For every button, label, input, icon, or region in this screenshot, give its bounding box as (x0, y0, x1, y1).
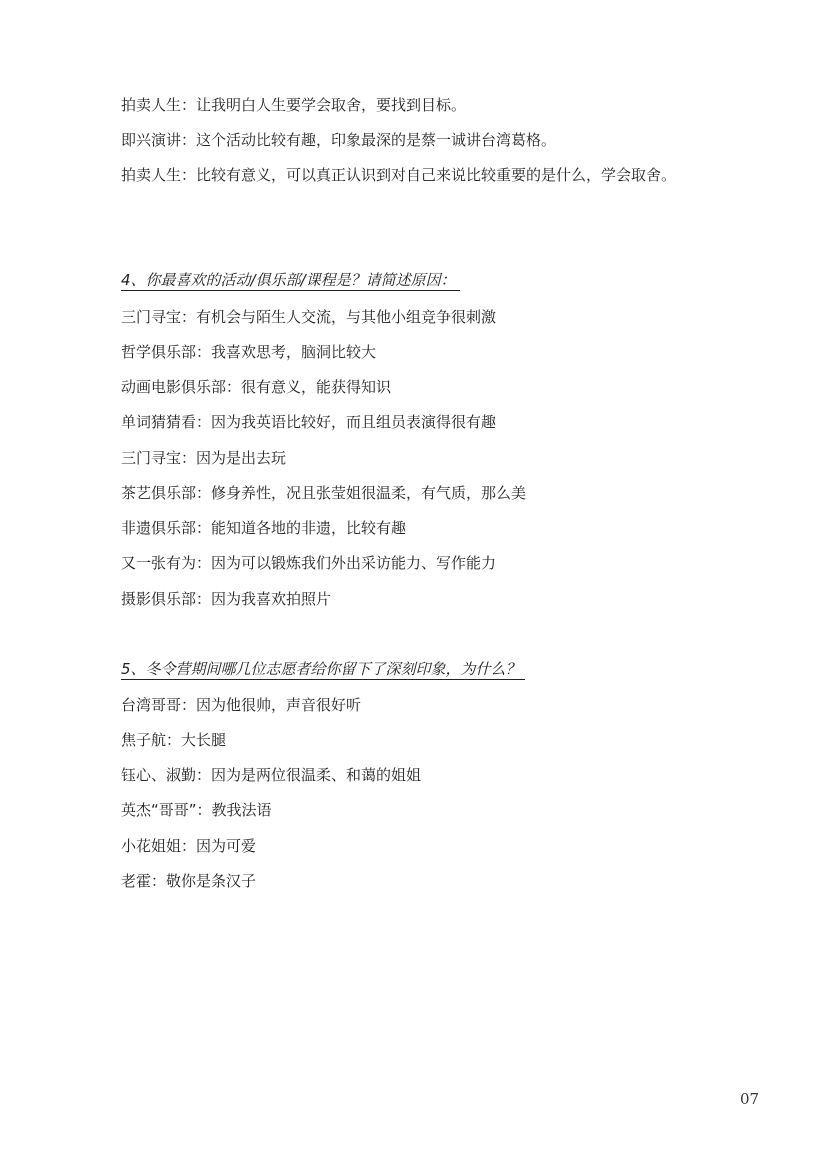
list-item: 哲学俱乐部：我喜欢思考，脑洞比较大 (121, 343, 377, 361)
list-item: 焦子航：大长腿 (121, 731, 227, 749)
list-item: 台湾哥哥：因为他很帅，声音很好听 (121, 696, 362, 714)
text-line-auction-1: 拍卖人生：让我明白人生要学会取舍，要找到目标。 (121, 96, 467, 114)
list-item: 茶艺俱乐部：修身养性，况且张莹姐很温柔，有气质，那么美 (121, 484, 527, 502)
section-5-heading: 5、冬令营期间哪几位志愿者给你留下了深刻印象，为什么？ (121, 659, 525, 680)
list-item: 又一张有为：因为可以锻炼我们外出采访能力、写作能力 (121, 554, 497, 572)
list-item: 单词猜猜看：因为我英语比较好，而且组员表演得很有趣 (121, 413, 497, 431)
section-4-heading: 4、你最喜欢的活动/俱乐部/课程是？请简述原因： (121, 270, 460, 291)
list-item: 英杰“哥哥”：教我法语 (121, 801, 272, 819)
list-item: 三门寻宝：因为是出去玩 (121, 449, 287, 467)
text-paragraph-auction-2: 拍卖人生：比较有意义，可以真正认识到对自己来说比较重要的是什么，学会取舍。 (121, 166, 677, 184)
list-item: 钰心、淑勤：因为是两位很温柔、和蔼的姐姐 (121, 766, 422, 784)
list-item: 老霍：敬你是条汉子 (121, 872, 257, 890)
list-item: 小花姐姐：因为可爱 (121, 837, 257, 855)
text-line-impromptu-speech: 即兴演讲：这个活动比较有趣，印象最深的是蔡一诚讲台湾葛格。 (121, 131, 557, 149)
list-item: 非遗俱乐部：能知道各地的非遗，比较有趣 (121, 519, 407, 537)
list-item: 三门寻宝：有机会与陌生人交流，与其他小组竞争很刺激 (121, 308, 497, 326)
list-item: 动画电影俱乐部：很有意义，能获得知识 (121, 378, 392, 396)
page-number: 07 (740, 1090, 760, 1108)
list-item: 摄影俱乐部：因为我喜欢拍照片 (121, 590, 332, 608)
